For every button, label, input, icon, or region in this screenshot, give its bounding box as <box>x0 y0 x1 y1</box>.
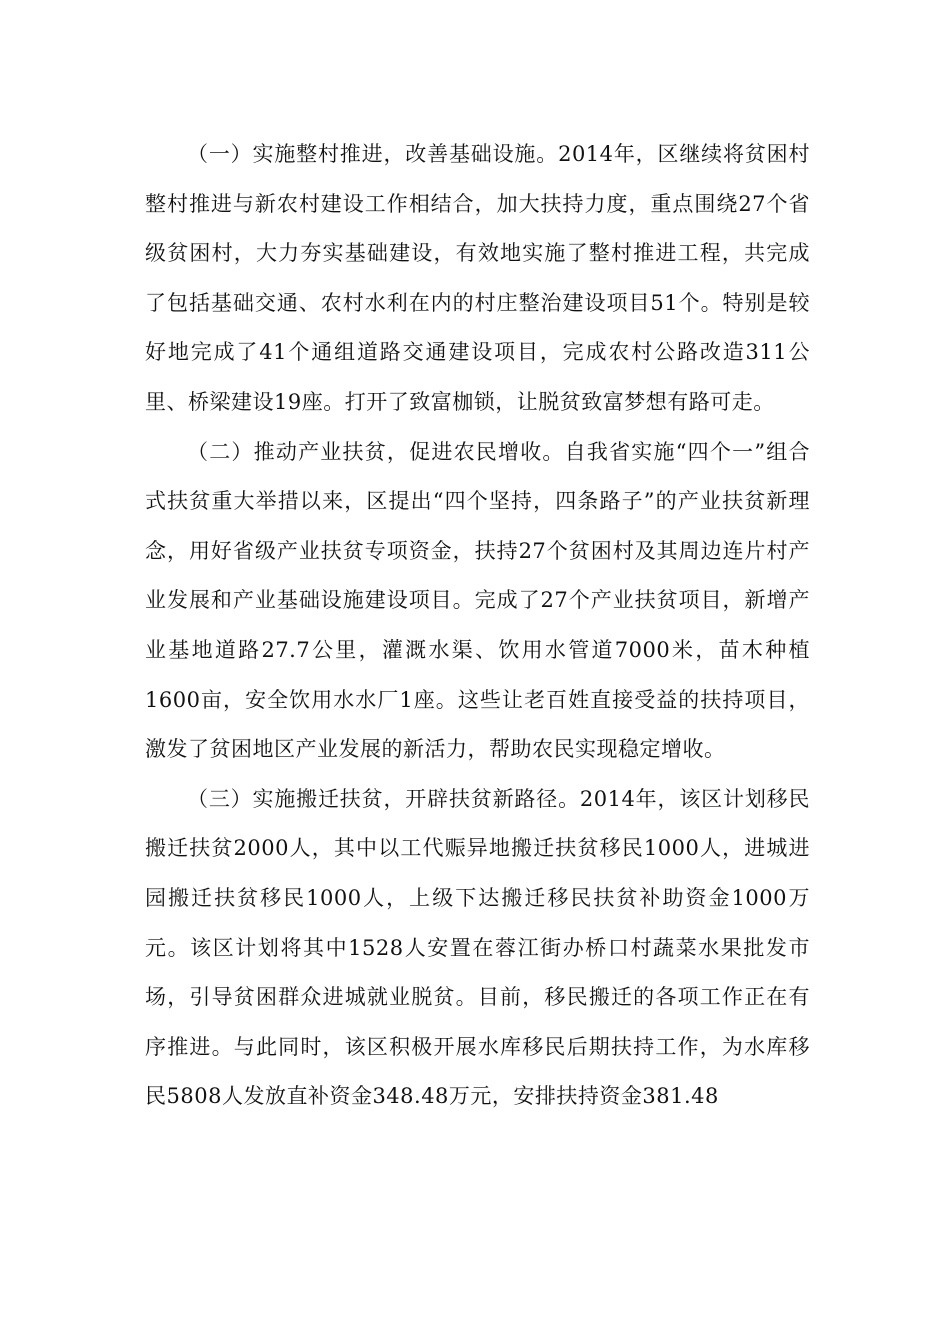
paragraph-infrastructure: （一）实施整村推进，改善基础设施。2014年，区继续将贫困村整村推进与新农村建设工作相结合，加大扶持力度，重点围绕27个省级贫困村，大力夯实基础建设，有效地实施了整村推进工程，共完成了包括基础交通、农村水利在内的村庄整治建设项目51个。特别是较好地完成了41个通组道路交通建设项目，完成农村公路改造311公里、桥梁建设19座。打开了致富枷锁，让脱贫致富梦想有路可走。 <box>145 142 810 414</box>
paragraph-relocation-poverty-alleviation: （三）实施搬迁扶贫，开辟扶贫新路径。2014年，该区计划移民搬迁扶贫2000人，其中以工代赈异地搬迁扶贫移民1000人，进城进园搬迁扶贫移民1000人，上级下达搬迁移民扶贫补助资金1000万元。该区计划将其中1528人安置在蓉江街办桥口村蔬菜水果批发市场，引导贫困群众进城就业脱贫。目前，移民搬迁的各项工作正在有序推进。与此同时，该区积极开展水库移民后期扶持工作，为水库移民5808人发放直补资金348.48万元，安排扶持资金381.48 <box>145 786 810 1109</box>
document-body <box>145 130 810 1122</box>
paragraph-industry-poverty-alleviation: （二）推动产业扶贫，促进农民增收。自我省实施“四个一”组合式扶贫重大举措以来，区提出“四个坚持，四条路子”的产业扶贫新理念，用好省级产业扶贫专项资金，扶持27个贫困村及其周边连片村产业发展和产业基础设施建设项目。完成了27个产业扶贫项目，新增产业基地道路27.7公里，灌溉水渠、饮用水管道7000米，苗木种植1600亩，安全饮用水水厂1座。这些让老百姓直接受益的扶持项目，激发了贫困地区产业发展的新活力，帮助农民实现稳定增收。 <box>145 439 810 762</box>
